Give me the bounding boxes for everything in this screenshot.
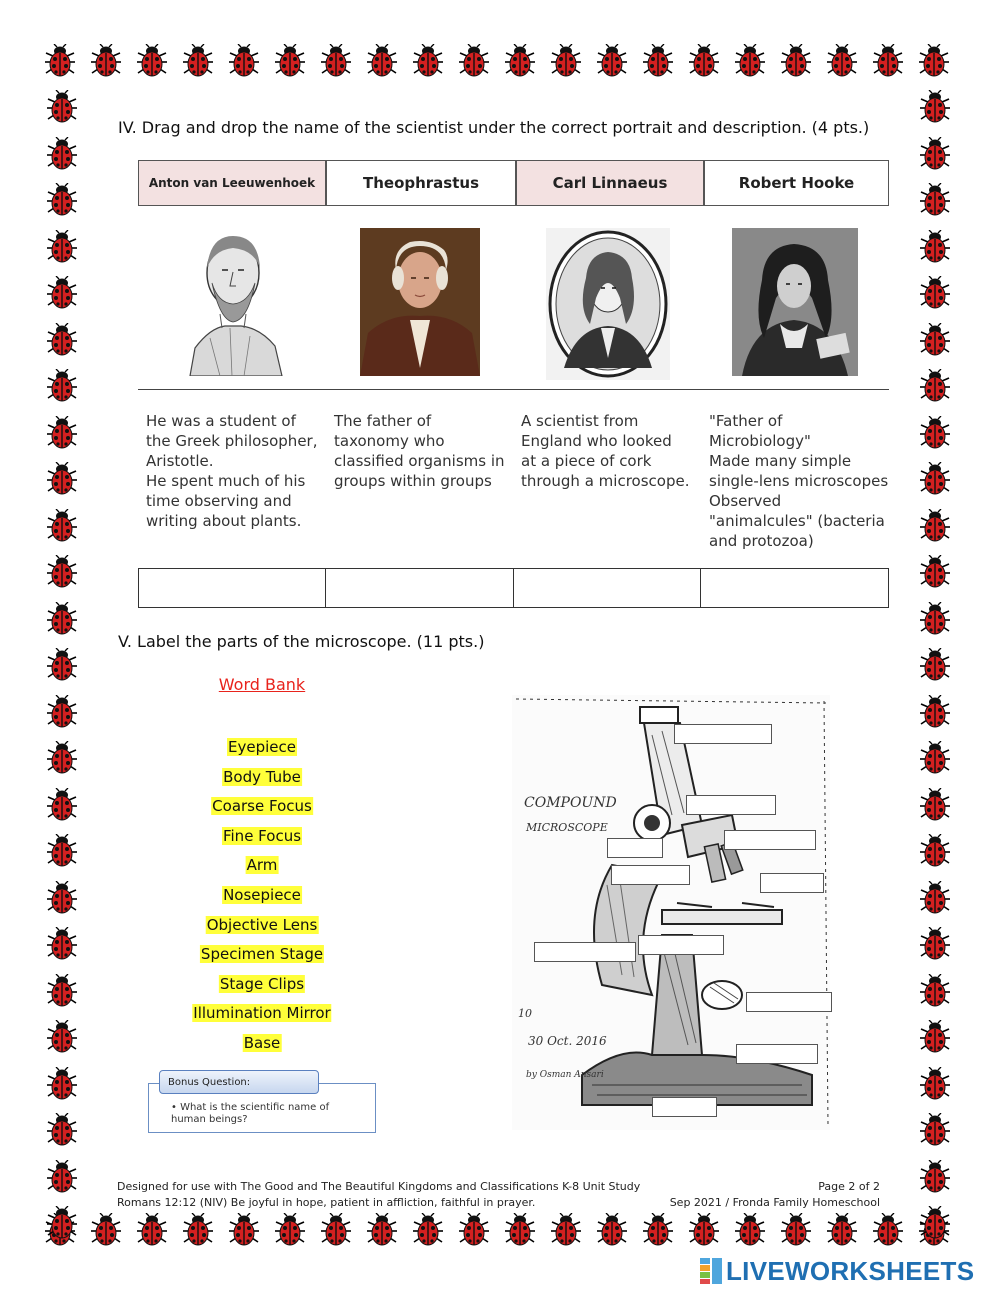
ladybug-icon	[827, 44, 857, 78]
ladybug-icon	[91, 44, 121, 78]
ladybug-icon	[873, 1213, 903, 1247]
description-1: He was a student of the Greek philosopher, Aristotle. He spent much of his time observing and writing about plants.	[146, 412, 318, 530]
label-input-3[interactable]	[607, 838, 663, 858]
ladybug-icon	[47, 1206, 77, 1240]
description-2: The father of taxonomy who classified organisms in groups within groups	[334, 412, 505, 490]
description-4: "Father of Microbiology" Made many simple single-lens microscopes Observed "animalcules" (bacteria and protozoa)	[709, 412, 889, 550]
ladybug-icon	[459, 1213, 489, 1247]
ladybug-icon	[920, 648, 950, 682]
liveworksheets-logo-icon	[700, 1258, 722, 1284]
ladybug-icon	[920, 416, 950, 450]
ladybug-icon	[597, 44, 627, 78]
label-input-5[interactable]	[611, 865, 690, 885]
ladybug-icon	[920, 90, 950, 124]
label-input-4[interactable]	[724, 830, 816, 850]
ladybug-icon	[551, 1213, 581, 1247]
footer-date-author: Sep 2021 / Fronda Family Homeschool	[669, 1196, 880, 1209]
drawing-number: 10	[518, 1007, 532, 1020]
ladybug-icon	[920, 137, 950, 171]
ladybug-icon	[920, 1206, 950, 1240]
ladybug-icon	[920, 741, 950, 775]
ladybug-icon	[735, 1213, 765, 1247]
liveworksheets-logo-text: LIVEWORKSHEETS	[726, 1255, 975, 1286]
word-bank-item: Nosepiece	[223, 886, 301, 904]
ladybug-icon	[47, 323, 77, 357]
ladybug-icon	[229, 44, 259, 78]
ladybug-icon	[689, 44, 719, 78]
ladybug-icon	[459, 44, 489, 78]
ladybug-icon	[183, 44, 213, 78]
ladybug-icon	[47, 137, 77, 171]
label-input-2[interactable]	[686, 795, 776, 815]
label-input-7[interactable]	[534, 942, 636, 962]
ladybug-icon	[920, 1067, 950, 1101]
ladybug-icon	[735, 44, 765, 78]
ladybug-icon	[920, 788, 950, 822]
ladybug-icon	[920, 695, 950, 729]
word-bank-item: Body Tube	[223, 768, 301, 786]
ladybug-icon	[643, 44, 673, 78]
ladybug-icon	[47, 183, 77, 217]
ladybug-icon	[551, 44, 581, 78]
drawing-date: 30 Oct. 2016	[528, 1034, 607, 1048]
word-bank-item: Specimen Stage	[200, 945, 324, 963]
ladybug-icon	[47, 509, 77, 543]
ladybug-icon	[47, 416, 77, 450]
word-bank-title: Word Bank	[218, 675, 306, 694]
drop-zone-4[interactable]	[700, 568, 889, 608]
portrait-oval-engraving	[546, 228, 670, 380]
ladybug-icon	[919, 44, 949, 78]
ladybug-icon	[920, 183, 950, 217]
ladybug-icon	[47, 648, 77, 682]
name-tile-theophrastus[interactable]: Theophrastus	[326, 160, 516, 206]
ladybug-icon	[827, 1213, 857, 1247]
ladybug-icon	[505, 44, 535, 78]
ladybug-icon	[413, 1213, 443, 1247]
ladybug-icon	[47, 462, 77, 496]
ladybug-icon	[920, 927, 950, 961]
word-bank-item: Fine Focus	[222, 827, 302, 845]
liveworksheets-logo	[700, 1256, 990, 1286]
ladybug-icon	[47, 881, 77, 915]
label-input-8[interactable]	[638, 935, 724, 955]
ladybug-icon	[920, 602, 950, 636]
ladybug-icon	[597, 1213, 627, 1247]
ladybug-icon	[920, 509, 950, 543]
bonus-title: Bonus Question:	[159, 1070, 319, 1094]
ladybug-icon	[505, 1213, 535, 1247]
footer-verse: Romans 12:12 (NIV) Be joyful in hope, patient in affliction, faithful in prayer.	[117, 1196, 536, 1209]
ladybug-icon	[321, 44, 351, 78]
ladybug-icon	[47, 927, 77, 961]
ladybug-icon	[229, 1213, 259, 1247]
ladybug-icon	[920, 555, 950, 589]
ladybug-icon	[920, 276, 950, 310]
ladybug-icon	[47, 834, 77, 868]
ladybug-icon	[367, 44, 397, 78]
label-input-9[interactable]	[746, 992, 832, 1012]
portrait-dark-engraving	[732, 228, 858, 376]
name-tile-linnaeus[interactable]: Carl Linnaeus	[516, 160, 704, 206]
section-4-heading: IV. Drag and drop the name of the scientist under the correct portrait and description. (4 pts.)	[118, 118, 870, 137]
portrait-oil-painting	[360, 228, 480, 376]
section-5-heading: V. Label the parts of the microscope. (11 pts.)	[118, 632, 485, 651]
ladybug-icon	[47, 741, 77, 775]
ladybug-icon	[781, 44, 811, 78]
ladybug-icon	[920, 834, 950, 868]
ladybug-icon	[781, 1213, 811, 1247]
ladybug-icon	[643, 1213, 673, 1247]
word-bank-item: Stage Clips	[219, 975, 305, 993]
label-input-10[interactable]	[736, 1044, 818, 1064]
label-input-6[interactable]	[760, 873, 824, 893]
ladybug-icon	[47, 1160, 77, 1194]
ladybug-icon	[47, 1020, 77, 1054]
ladybug-icon	[47, 555, 77, 589]
ladybug-icon	[47, 974, 77, 1008]
word-bank-item: Eyepiece	[228, 738, 296, 756]
drawing-title-line2: MICROSCOPE	[526, 821, 608, 834]
drop-zone-1[interactable]	[138, 568, 326, 608]
label-input-11[interactable]	[652, 1097, 717, 1117]
label-input-1[interactable]	[674, 724, 772, 744]
ladybug-icon	[47, 602, 77, 636]
bonus-question-text: What is the scientific name of human beings?	[171, 1102, 330, 1125]
ladybug-icon	[689, 1213, 719, 1247]
ladybug-icon	[413, 44, 443, 78]
word-bank-item: Objective Lens	[206, 916, 318, 934]
drawing-signature: by Osman Ansari	[526, 1070, 604, 1080]
ladybug-icon	[183, 1213, 213, 1247]
ladybug-icon	[47, 695, 77, 729]
ladybug-icon	[47, 230, 77, 264]
ladybug-icon	[47, 1113, 77, 1147]
drop-zone-3[interactable]	[513, 568, 701, 608]
ladybug-icon	[45, 44, 75, 78]
microscope-drawing	[512, 695, 830, 1130]
ladybug-icon	[920, 1113, 950, 1147]
ladybug-icon	[920, 462, 950, 496]
bullet-icon: •	[171, 1102, 181, 1113]
ladybug-icon	[920, 974, 950, 1008]
ladybug-icon	[873, 44, 903, 78]
ladybug-icon	[920, 230, 950, 264]
description-3: A scientist from England who looked at a piece of cork through a microscope.	[521, 412, 690, 490]
ladybug-icon	[920, 1160, 950, 1194]
ladybug-icon	[91, 1213, 121, 1247]
ladybug-icon	[920, 1020, 950, 1054]
ladybug-icon	[137, 1213, 167, 1247]
word-bank-item: Base	[243, 1034, 281, 1052]
ladybug-icon	[47, 788, 77, 822]
ladybug-icon	[275, 1213, 305, 1247]
portrait-bust-engraving	[170, 228, 296, 376]
footer-credit: Designed for use with The Good and The Beautiful Kingdoms and Classifications K-8 Unit Study	[117, 1180, 641, 1193]
footer-page-number: Page 2 of 2	[818, 1180, 880, 1193]
ladybug-icon	[275, 44, 305, 78]
ladybug-icon	[321, 1213, 351, 1247]
ladybug-icon	[47, 276, 77, 310]
ladybug-icon	[137, 44, 167, 78]
ladybug-icon	[47, 369, 77, 403]
ladybug-icon	[47, 1067, 77, 1101]
name-tile-leeuwenhoek[interactable]: Anton van Leeuwenhoek	[138, 160, 326, 206]
divider-line	[138, 389, 889, 390]
drop-zone-2[interactable]	[325, 568, 514, 608]
word-bank-item: Illumination Mirror	[193, 1004, 331, 1022]
name-tile-hooke[interactable]: Robert Hooke	[704, 160, 889, 206]
ladybug-icon	[367, 1213, 397, 1247]
ladybug-icon	[920, 881, 950, 915]
word-bank-item: Coarse Focus	[212, 797, 312, 815]
drawing-title-line1: COMPOUND	[524, 795, 617, 811]
word-bank-item: Arm	[246, 856, 278, 874]
ladybug-icon	[920, 369, 950, 403]
ladybug-icon	[47, 90, 77, 124]
ladybug-icon	[920, 323, 950, 357]
